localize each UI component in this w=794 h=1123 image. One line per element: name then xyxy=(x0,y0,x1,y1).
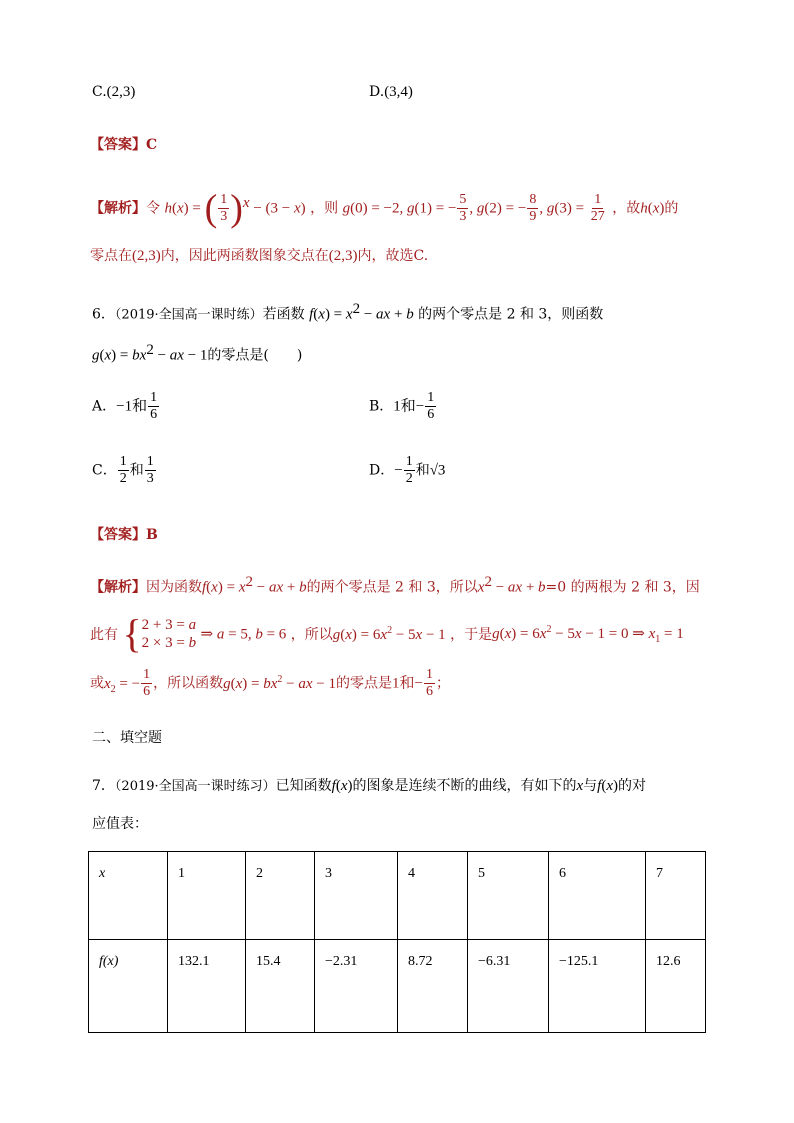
text: 此有 xyxy=(90,627,118,643)
text: 因为函数 xyxy=(146,579,202,596)
text: ，所以函数 xyxy=(153,675,224,692)
q6-analysis-line-2: 此有 { 2 + 3 = a 2 × 3 = b ⇒ a = 5, b = 6 ，所以$g(x) = 6x^2 - 5x - 1$ ，于是$g(x) = 6x^2 - 5x - 1 = 0$ ⇒ $x_1 = 1$ xyxy=(90,611,684,656)
text: ，于是 xyxy=(450,627,493,643)
text: C. xyxy=(413,248,429,264)
formula-h: h xyxy=(164,200,172,217)
section-title: 二、填空题 xyxy=(92,730,162,746)
text: 的两个零点是 2 和 3，则函数 xyxy=(418,306,604,323)
table-cell: x xyxy=(89,852,168,940)
text: 与 xyxy=(583,778,598,794)
answer-label: 【答案】 xyxy=(90,527,146,543)
analysis-label: 【解析】 xyxy=(90,200,146,217)
text: 的零点是 xyxy=(336,675,393,692)
answer-value: C xyxy=(146,137,158,153)
table-cell: 12.6 xyxy=(646,940,706,1033)
text: 的零点是( ) xyxy=(207,347,303,364)
option-text: − xyxy=(394,462,403,479)
text: ，则 xyxy=(310,200,339,217)
text: 内，故选 xyxy=(357,248,414,264)
q6-option-b: B．1和− $\frac{1}{6}$ xyxy=(369,390,435,422)
table-cell: −2.31 xyxy=(315,940,398,1033)
table-cell: 2 xyxy=(246,852,315,940)
q7-stem-line-2: 应值表： xyxy=(92,816,148,832)
table-cell: 4 xyxy=(398,852,468,940)
option-label: C. xyxy=(92,84,107,100)
option-interval: (2,3) xyxy=(106,84,136,100)
values-table xyxy=(88,851,706,1033)
text: 的对 xyxy=(618,778,646,794)
table-cell: 15.4 xyxy=(246,940,315,1033)
q7-stem-line-1: 7．（2019·全国高一课时练习）已知函数f(x)的图象是连续不断的曲线，有如下的x与f(x)的对 xyxy=(92,778,646,794)
table-cell: 5 xyxy=(468,852,549,940)
table-cell: f(x) xyxy=(89,940,168,1033)
text: ，所以 xyxy=(290,627,333,643)
text: 已知函数 xyxy=(275,778,332,794)
text: ； xyxy=(435,675,450,692)
q6-stem-line-1: 6．（2019·全国高一课时练）若函数 $f(x) = x^2$ − ax + b 的两个零点是 2 和 3，则函数 xyxy=(92,301,604,323)
table-cell: 8.72 xyxy=(398,940,468,1033)
text: 或 xyxy=(90,675,104,692)
table-cell: 1 xyxy=(168,852,246,940)
q5-analysis-line-1: 【解析】令 h(x) = ( $\frac{1}{3}$ )$^x$ − (3 − x) ，则 g(0) = −2, g(1) = − $\frac{5}{3}$ , g(2) = − $\frac{8}{9}$ , g(3) = $\frac{1}{27}$ ，故h(x)的 xyxy=(90,187,679,230)
option-text: 和 xyxy=(415,462,430,479)
q6-option-a: A．−1和 $\frac{1}{6}$ xyxy=(92,390,158,422)
option-label: B． xyxy=(369,398,394,415)
table-cell: −125.1 xyxy=(549,940,646,1033)
table-row xyxy=(89,852,706,940)
q6-stem-line-2: $g(x) = bx^2$ − ax − 1的零点是( ) xyxy=(92,342,303,364)
option-label: C． xyxy=(92,462,117,479)
text: 内，因此两函数图象交点在 xyxy=(160,248,329,264)
q6-option-c: C． $\frac{1}{2}$ 和 $\frac{1}{3}$ xyxy=(92,454,154,486)
question-number: 6． xyxy=(92,306,115,323)
q5-option-d xyxy=(369,84,413,101)
option-label: D. xyxy=(369,84,385,100)
option-text: 1和− xyxy=(393,398,425,415)
q6-option-d: D．− $\frac{1}{2}$ 和√3 xyxy=(369,454,446,486)
text: 的两个零点是 2 和 3，所以 xyxy=(306,579,478,596)
question-number: 7． xyxy=(92,778,115,794)
answer-label: 【答案】 xyxy=(90,137,146,153)
table-cell: 3 xyxy=(315,852,398,940)
text: 1和− xyxy=(392,675,423,692)
table-cell: 132.1 xyxy=(168,940,246,1033)
text: ，故 xyxy=(612,200,641,217)
q5-analysis-line-2: 零点在(2,3)内，因此两函数图象交点在(2,3)内，故选C. xyxy=(90,248,429,264)
text: =0 的两根为 2 和 3，因 xyxy=(545,579,700,596)
table-cell: −6.31 xyxy=(468,940,549,1033)
question-source: （2019·全国高一课时练习） xyxy=(114,779,276,794)
text: 的图象是连续不断的曲线，有如下的 xyxy=(352,778,577,794)
text: 的 xyxy=(664,200,679,217)
table-cell: 7 xyxy=(646,852,706,940)
q5-answer xyxy=(90,134,157,154)
option-text: 和 xyxy=(129,462,144,479)
option-interval: (3,4) xyxy=(384,84,413,100)
q5-option-c xyxy=(92,84,135,101)
analysis-label: 【解析】 xyxy=(90,579,146,596)
q6-analysis-line-3: 或$x_2$ = − $\frac{1}{6}$ ，所以函数$g(x) = bx^2$ − ax − 1的零点是1和− $\frac{1}{6}$ ； xyxy=(90,667,450,699)
text: 若函数 xyxy=(262,306,305,323)
table-cell: 6 xyxy=(549,852,646,940)
answer-value: B xyxy=(146,527,158,543)
question-source: （2019·全国高一课时练） xyxy=(114,307,263,323)
text: 零点在 xyxy=(90,248,132,264)
option-label: D． xyxy=(369,462,395,479)
option-label: A． xyxy=(92,398,117,415)
option-text: −1和 xyxy=(116,398,148,415)
q6-answer xyxy=(90,524,158,544)
table-row xyxy=(89,940,706,1033)
text: 令 xyxy=(146,200,160,217)
q6-analysis-line-1: 【解析】因为函数$f(x) = x^2$ − ax + b的两个零点是 2 和 3，所以$x^2$ − ax + b=0 的两根为 2 和 3，因 xyxy=(90,574,700,596)
